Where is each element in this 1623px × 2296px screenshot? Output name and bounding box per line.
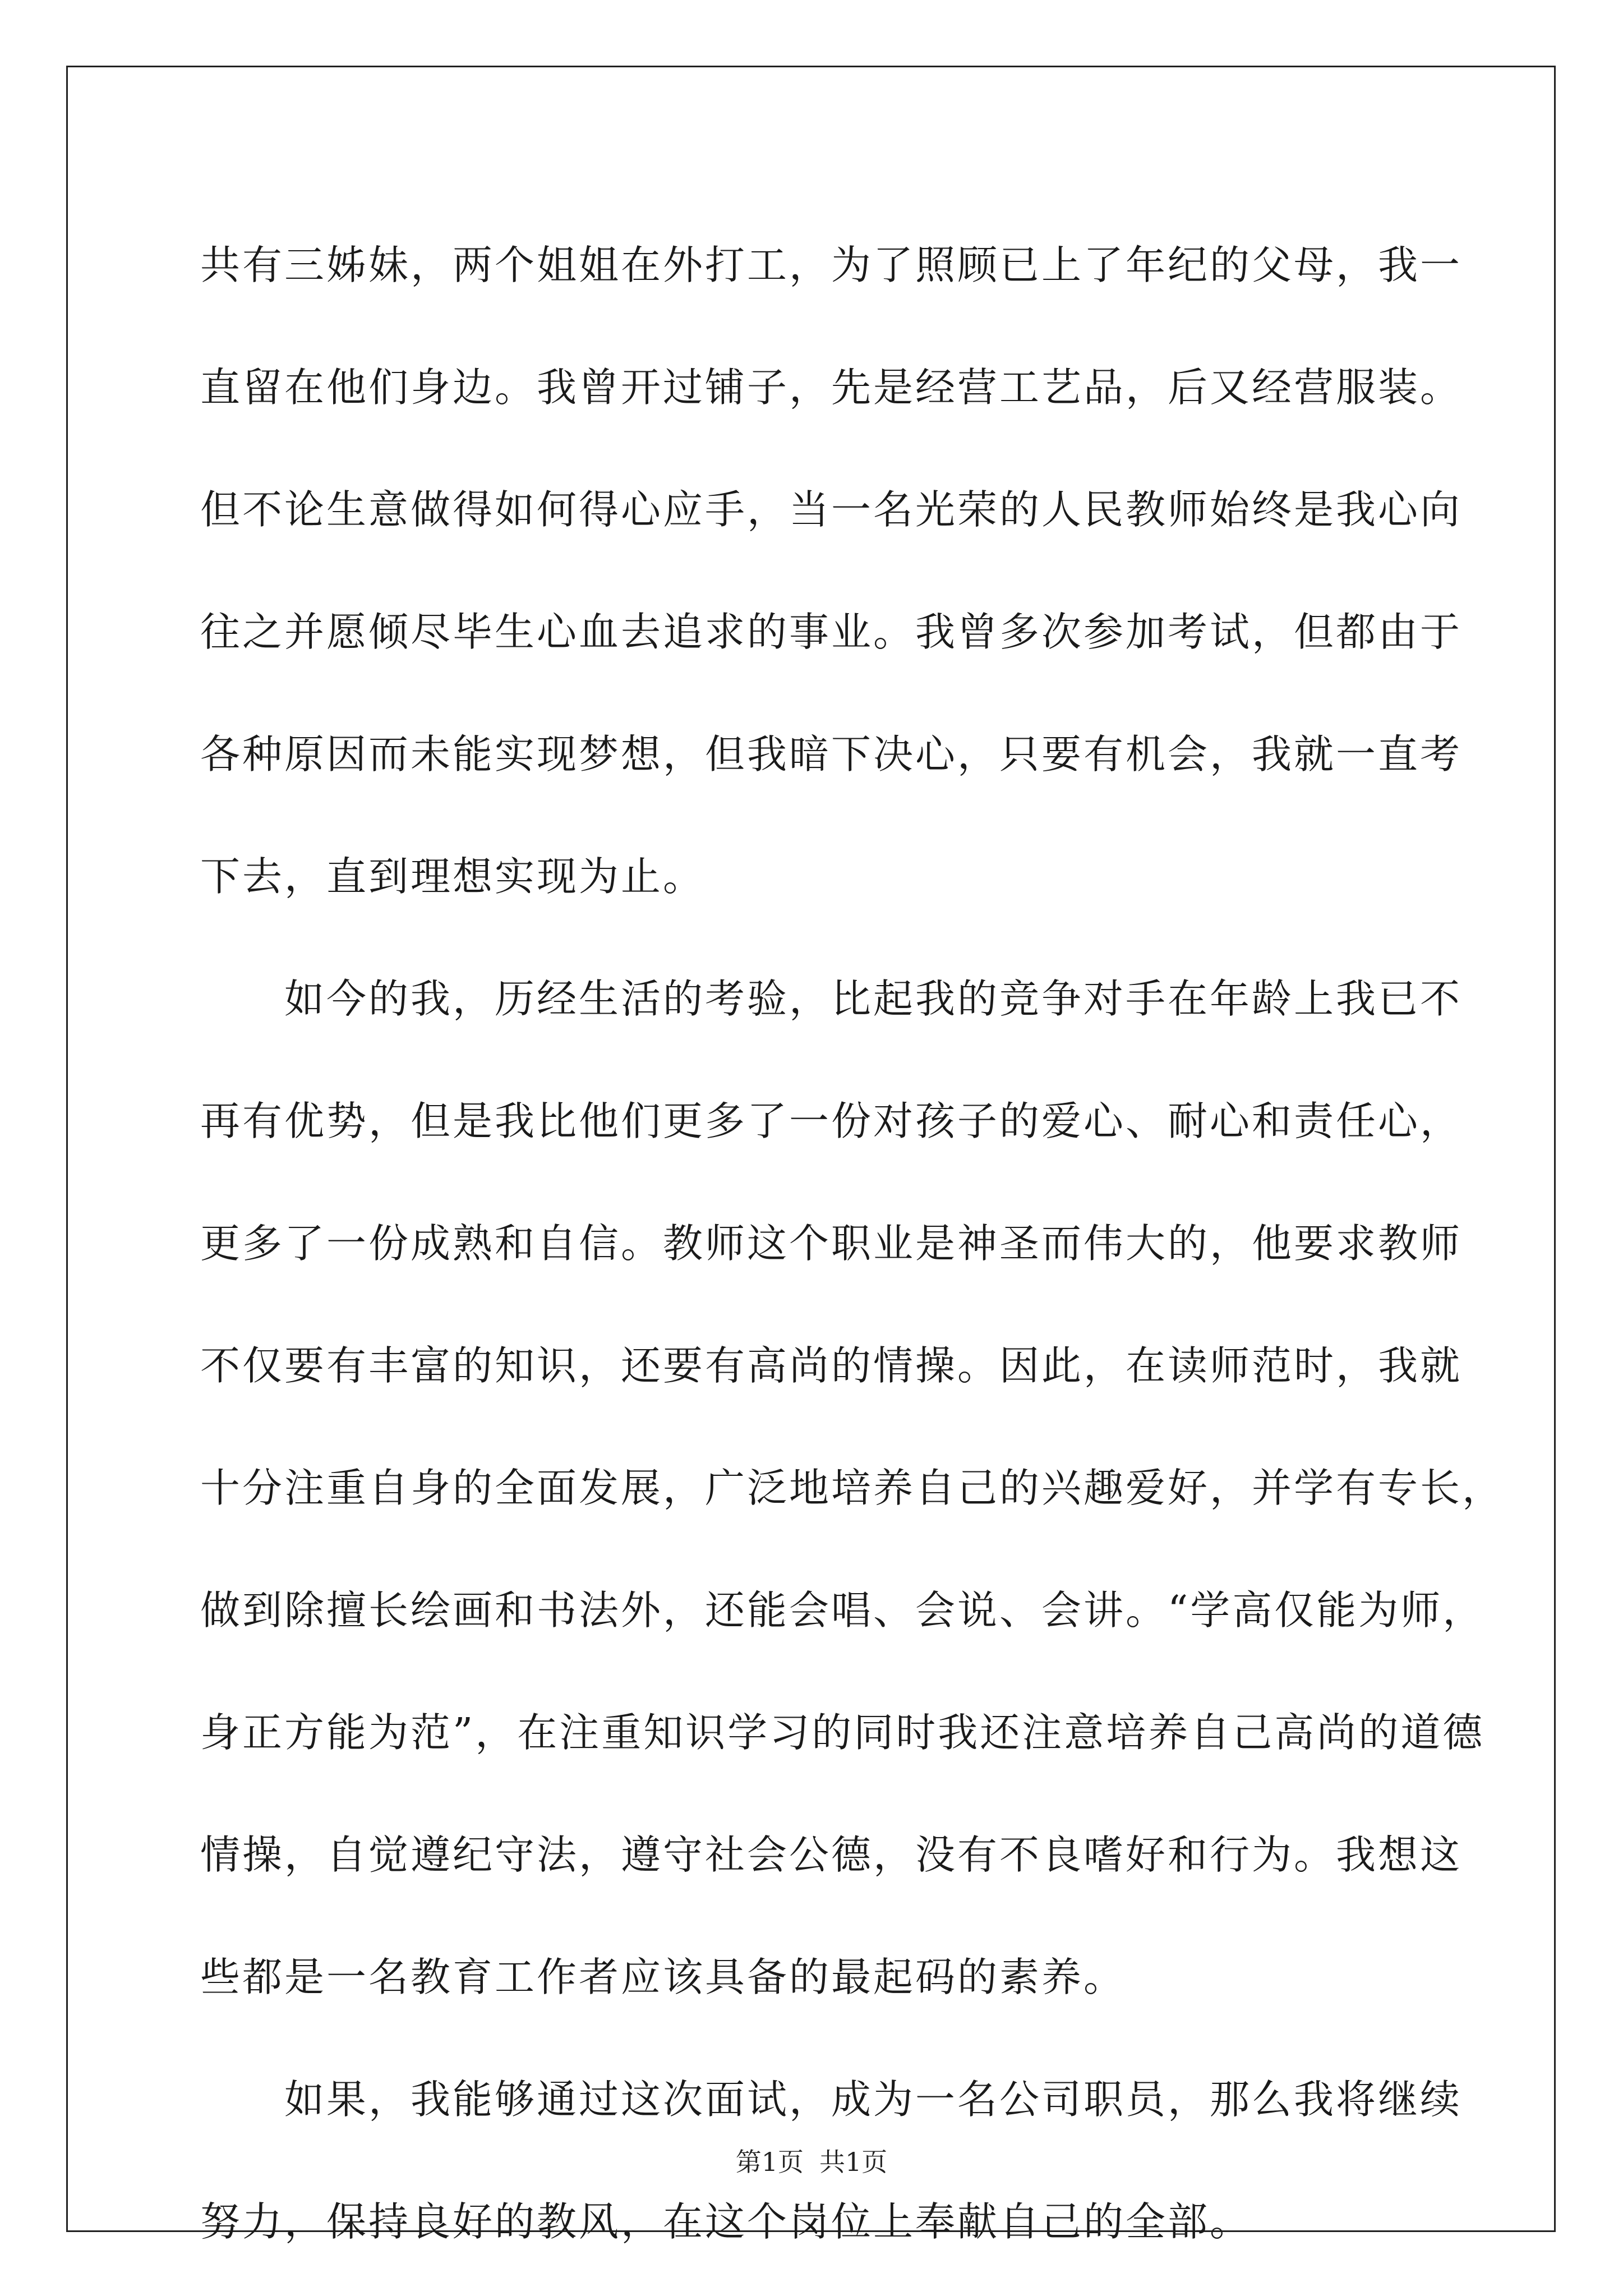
text-line: 身正方能为范”，在注重知识学习的同时我还注意培养自己高尚的道德 [200,1709,1485,1756]
text-line: 但不论生意做得如何得心应手，当一名光荣的人民教师始终是我心向 [200,486,1463,533]
text-line: 些都是一名教育工作者应该具备的最起码的素养。 [200,1954,1126,2000]
page-footer [0,2145,1623,2179]
text-line: 各种原因而未能实现梦想，但我暗下决心，只要有机会，我就一直考 [200,731,1463,777]
text-line: 努力，保持良好的教风，在这个岗位上奉献自己的全部。 [200,2198,1252,2245]
text-line: 共有三姊妹，两个姐姐在外打工，为了照顾已上了年纪的父母，我一 [200,242,1463,288]
page-number: 第1页 [735,2147,804,2177]
document-body [200,204,1505,2283]
text-line: 更多了一份成熟和自信。教师这个职业是神圣而伟大的，他要求教师 [200,1220,1463,1267]
text-line: 往之并愿倾尽毕生心血去追求的事业。我曾多次参加考试，但都由于 [200,609,1463,655]
text-line: 如果，我能够通过这次面试，成为一名公司职员，那么我将继续 [200,2076,1463,2123]
text-line: 再有优势，但是我比他们更多了一份对孩子的爱心、耐心和责任心， [200,1098,1463,1144]
text-line: 情操，自觉遵纪守法，遵守社会公德，没有不良嗜好和行为。我想这 [200,1832,1463,1878]
page-total: 共1页 [819,2147,888,2177]
text-line: 下去，直到理想实现为止。 [200,853,706,900]
text-line: 做到除擅长绘画和书法外，还能会唱、会说、会讲。“学高仅能为师， [200,1587,1485,1634]
text-line: 直留在他们身边。我曾开过铺子，先是经营工艺品，后又经营服装。 [200,364,1463,411]
text-line: 不仅要有丰富的知识，还要有高尚的情操。因此，在读师范时，我就 [200,1342,1463,1389]
text-line: 十分注重自身的全面发展，广泛地培养自己的兴趣爱好，并学有专长， [200,1465,1505,1511]
text-line: 如今的我，历经生活的考验，比起我的竞争对手在年龄上我已不 [200,976,1463,1022]
